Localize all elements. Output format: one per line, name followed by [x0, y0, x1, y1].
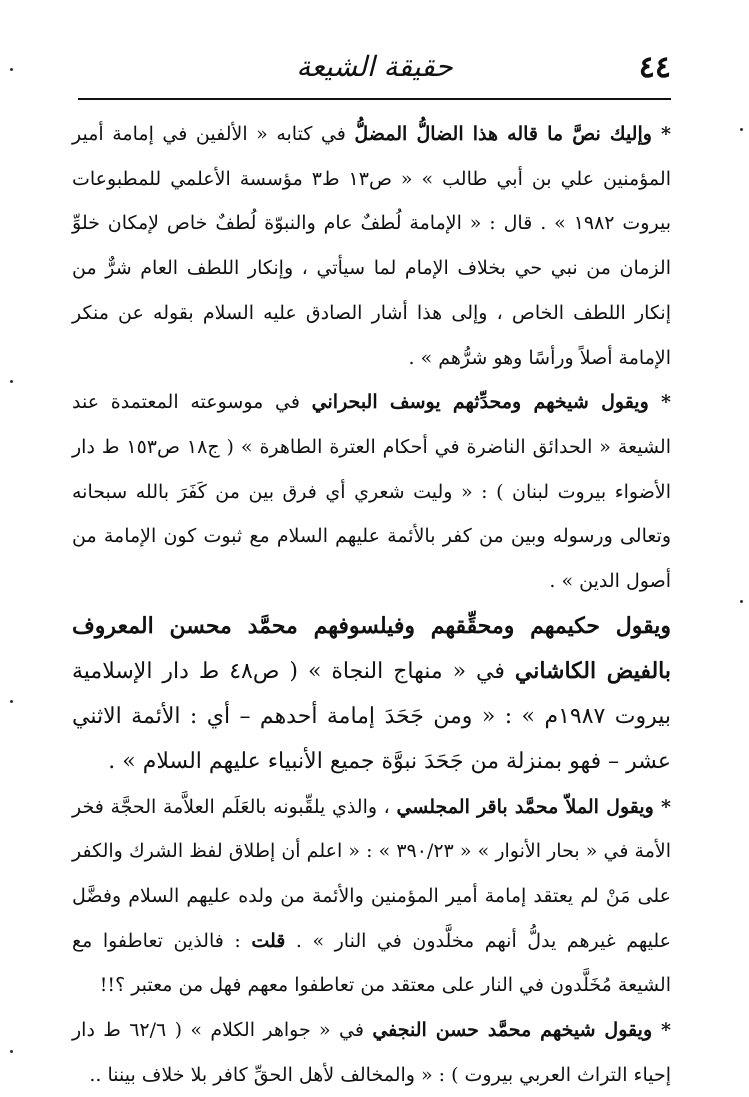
bold-run: ويقول حكيمهم ومحقِّقهم وفيلسوفهم محمَّد محسن المعروف بالفيض الكاشاني — [72, 612, 671, 685]
running-title: حقيقة الشيعة — [296, 50, 453, 83]
text-run: في « منهاج النجاة » ( ص٤٨ ط دار الإسلامية بيروت ١٩٨٧م » : « ومن جَحَدَ إمامة أحدهم – أي : الأئمة الاثني عشر – فهو بمنزلة من جَحَدَ نبوَّة جميع الأنبياء عليهم السلام » . — [72, 659, 671, 774]
header-rule — [78, 98, 671, 100]
margin-dot — [10, 700, 13, 703]
text-run: في « جواهر الكلام » ( ٦٢/٦ ط دار إحياء التراث العربي بيروت ) : « والمخالف لأهل الحقِّ كافر بلا خلاف بيننا .. — [72, 1019, 671, 1086]
margin-dot — [10, 68, 13, 71]
text-run: في موسوعته المعتمدة عند الشيعة « الحدائق الناضرة في أحكام العترة الطاهرة » ( ج١٨ ص١٥٣ ط دار الأضواء بيروت لبنان ) : « وليت شعري أي فرق بين من كَفَرَ بالله سبحانه وتعالى ورسوله وبين من كفر بالأئمة عليهم السلام مع ثبوت كون الإمامة من أصول الدين » . — [72, 391, 671, 593]
paragraph — [72, 604, 671, 785]
margin-dot — [10, 380, 13, 383]
margin-dot — [10, 1050, 13, 1053]
page-header — [78, 46, 671, 96]
margin-dot — [740, 128, 743, 131]
bold-run: قلت — [251, 929, 286, 952]
page-body — [72, 112, 671, 1097]
bold-run: * وإليك نصَّ ما قاله هذا الضالُّ المضلُّ — [354, 123, 671, 145]
bold-run: * ويقول الملاّ محمَّد باقر المجلسي — [396, 795, 671, 818]
paragraph — [72, 112, 671, 380]
bold-run: * ويقول شيخهم محمَّد حسن النجفي — [372, 1019, 671, 1042]
paragraph — [72, 785, 671, 1009]
page-number: ٤٤ — [638, 50, 671, 85]
paragraph — [72, 1008, 671, 1097]
margin-dot — [740, 600, 743, 603]
bold-run: * ويقول شيخهم ومحدِّثهم يوسف البحراني — [311, 391, 671, 414]
paragraph — [72, 380, 671, 604]
text-run: في كتابه « الألفين في إمامة أمير المؤمنين علي بن أبي طالب » « ص١٣ ط٣ مؤسسة الأعلمي للمطبوعات بيروت ١٩٨٢ » . قال : « الإمامة لُطفٌ عام والنبوّة لُطفٌ خاص لإمكان خلوِّ الزمان من نبي حي بخلاف الإمام لما سيأتي ، وإنكار اللطف العام شرٌّ من إنكار اللطف الخاص ، وإلى هذا أشار الصادق عليه السلام بقوله عن منكر الإمامة أصلاً ورأسًا وهو شرُّهم » . — [72, 123, 671, 369]
text-run: : فالذين تعاطفوا مع الشيعة مُخَلَّدون في النار على معتقد من تعاطفوا معهم فهل من معتبر ؟!! — [72, 929, 671, 997]
text-run: ، والذي يلقِّبونه بالعَلَم العلاَّمة الحجَّة فخر الأمة في « بحار الأنوار » « ٣٩٠/٢٣ » : « اعلم أن إطلاق لفظ الشرك والكفر على مَنْ لم يعتقد إمامة أمير المؤمنين والأئمة من ولده عليهم السلام وفضَّل عليهم غيرهم يدلُّ أنهم مخلَّدون في النار » . — [72, 795, 671, 952]
